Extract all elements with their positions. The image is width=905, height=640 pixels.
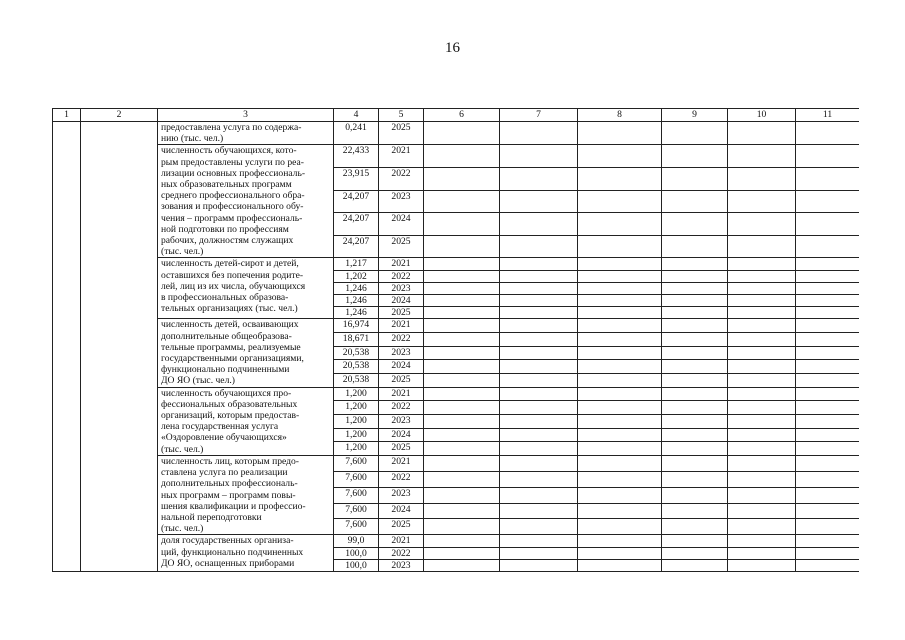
col-6-cell	[424, 360, 500, 374]
col-11-cell	[796, 122, 860, 145]
col-9-cell	[662, 307, 728, 319]
col-9-cell	[662, 333, 728, 347]
col-10-cell	[728, 319, 796, 333]
col-6-cell	[424, 168, 500, 191]
col-8-cell	[578, 387, 662, 401]
indicator-label: численность обучающихся про- фессиональных образовательных организаций, которым предостав- лена государственная услуга «Оздоровление обучающихся» (тыс. чел.)	[158, 387, 334, 455]
col-10-cell	[728, 428, 796, 442]
col-6-cell	[424, 559, 500, 571]
col-10-cell	[728, 145, 796, 168]
col-6-cell	[424, 503, 500, 519]
col-8-cell	[578, 547, 662, 559]
table-row	[53, 145, 860, 168]
table-row	[53, 122, 860, 145]
col-11-cell	[796, 455, 860, 471]
col-9-cell	[662, 282, 728, 294]
col-10-cell	[728, 503, 796, 519]
col-11-cell	[796, 333, 860, 347]
col-8-cell	[578, 535, 662, 547]
col-10-cell	[728, 346, 796, 360]
col-10-cell	[728, 282, 796, 294]
col-9-cell	[662, 213, 728, 236]
col-9-cell	[662, 442, 728, 456]
col-6-cell	[424, 235, 500, 258]
col-9-cell	[662, 455, 728, 471]
year-cell: 2024	[379, 360, 424, 374]
col-10-cell	[728, 360, 796, 374]
value-cell: 1,200	[334, 401, 379, 415]
col-10-cell	[728, 387, 796, 401]
col-6-cell	[424, 258, 500, 270]
value-cell: 7,600	[334, 455, 379, 471]
col-7-cell	[500, 547, 578, 559]
col-8-cell	[578, 471, 662, 487]
col-8-cell	[578, 307, 662, 319]
year-cell: 2025	[379, 519, 424, 535]
col-8-cell	[578, 346, 662, 360]
year-cell: 2023	[379, 190, 424, 213]
year-cell: 2023	[379, 282, 424, 294]
year-cell: 2023	[379, 487, 424, 503]
col-10-cell	[728, 213, 796, 236]
column-header-9: 9	[662, 109, 728, 122]
col-11-cell	[796, 487, 860, 503]
column-header-8: 8	[578, 109, 662, 122]
col-11-cell	[796, 213, 860, 236]
col-7-cell	[500, 258, 578, 270]
col-11-cell	[796, 295, 860, 307]
value-cell: 99,0	[334, 535, 379, 547]
col-8-cell	[578, 319, 662, 333]
col-7-cell	[500, 307, 578, 319]
col-10-cell	[728, 270, 796, 282]
col-7-cell	[500, 503, 578, 519]
col-8-cell	[578, 428, 662, 442]
col-11-cell	[796, 401, 860, 415]
column-header-4: 4	[334, 109, 379, 122]
column-header-10: 10	[728, 109, 796, 122]
col-11-cell	[796, 235, 860, 258]
value-cell: 7,600	[334, 519, 379, 535]
col-11-cell	[796, 374, 860, 388]
col-11-cell	[796, 282, 860, 294]
col-6-cell	[424, 122, 500, 145]
header-row	[53, 109, 860, 122]
col-11-cell	[796, 387, 860, 401]
col-11-cell	[796, 428, 860, 442]
year-cell: 2024	[379, 428, 424, 442]
value-cell: 0,241	[334, 122, 379, 145]
col-6-cell	[424, 547, 500, 559]
col-8-cell	[578, 401, 662, 415]
col-8-cell	[578, 258, 662, 270]
value-cell: 1,200	[334, 442, 379, 456]
col-7-cell	[500, 333, 578, 347]
col-6-cell	[424, 346, 500, 360]
year-cell: 2021	[379, 145, 424, 168]
col-11-cell	[796, 307, 860, 319]
col-10-cell	[728, 401, 796, 415]
col-10-cell	[728, 307, 796, 319]
year-cell: 2024	[379, 503, 424, 519]
col-10-cell	[728, 471, 796, 487]
value-cell: 24,207	[334, 213, 379, 236]
col-11-cell	[796, 519, 860, 535]
col-9-cell	[662, 387, 728, 401]
year-cell: 2023	[379, 414, 424, 428]
col-6-cell	[424, 213, 500, 236]
col-10-cell	[728, 122, 796, 145]
col-11-cell	[796, 535, 860, 547]
col-7-cell	[500, 168, 578, 191]
col-9-cell	[662, 168, 728, 191]
col-7-cell	[500, 414, 578, 428]
col-6-cell	[424, 145, 500, 168]
col-6-cell	[424, 282, 500, 294]
col-1-cell	[53, 122, 81, 572]
column-header-11: 11	[796, 109, 860, 122]
col-9-cell	[662, 401, 728, 415]
col-10-cell	[728, 190, 796, 213]
col-6-cell	[424, 487, 500, 503]
col-8-cell	[578, 168, 662, 191]
col-10-cell	[728, 455, 796, 471]
col-7-cell	[500, 455, 578, 471]
col-9-cell	[662, 319, 728, 333]
col-10-cell	[728, 235, 796, 258]
col-10-cell	[728, 559, 796, 571]
col-8-cell	[578, 333, 662, 347]
indicator-label: доля государственных организа- ций, функционально подчиненных ДО ЯО, оснащенных приборами	[158, 535, 334, 572]
value-cell: 23,915	[334, 168, 379, 191]
col-10-cell	[728, 295, 796, 307]
col-9-cell	[662, 270, 728, 282]
col-7-cell	[500, 190, 578, 213]
col-8-cell	[578, 122, 662, 145]
table-container	[52, 108, 859, 608]
indicator-label: численность детей-сирот и детей, оставшихся без попечения родите- лей, лиц из их числа, обучающихся в профессиональных образова- тельных организациях (тыс. чел.)	[158, 258, 334, 319]
column-header-7: 7	[500, 109, 578, 122]
col-11-cell	[796, 547, 860, 559]
col-9-cell	[662, 487, 728, 503]
col-9-cell	[662, 535, 728, 547]
col-11-cell	[796, 414, 860, 428]
value-cell: 24,207	[334, 235, 379, 258]
col-7-cell	[500, 145, 578, 168]
col-7-cell	[500, 282, 578, 294]
col-9-cell	[662, 547, 728, 559]
col-6-cell	[424, 374, 500, 388]
indicator-label: численность детей, осваивающих дополнительные общеобразова- тельные программы, реализуемые государственными организациями, функционально подчиненными ДО ЯО (тыс. чел.)	[158, 319, 334, 387]
col-9-cell	[662, 519, 728, 535]
col-10-cell	[728, 333, 796, 347]
value-cell: 1,200	[334, 428, 379, 442]
value-cell: 1,200	[334, 387, 379, 401]
col-9-cell	[662, 295, 728, 307]
col-8-cell	[578, 282, 662, 294]
col-6-cell	[424, 471, 500, 487]
table-row	[53, 387, 860, 401]
indicator-label: численность лиц, которым предо- ставлена услуга по реализации дополнительных профессиональ- ных программ – программ повы- шения квалификации и профессио- нальной переподготовки (тыс. чел.)	[158, 455, 334, 534]
col-11-cell	[796, 258, 860, 270]
col-6-cell	[424, 270, 500, 282]
col-9-cell	[662, 258, 728, 270]
year-cell: 2021	[379, 258, 424, 270]
year-cell: 2024	[379, 213, 424, 236]
year-cell: 2025	[379, 307, 424, 319]
col-7-cell	[500, 346, 578, 360]
year-cell: 2025	[379, 122, 424, 145]
col-11-cell	[796, 346, 860, 360]
year-cell: 2025	[379, 374, 424, 388]
value-cell: 100,0	[334, 559, 379, 571]
col-8-cell	[578, 374, 662, 388]
col-9-cell	[662, 471, 728, 487]
value-cell: 20,538	[334, 374, 379, 388]
value-cell: 100,0	[334, 547, 379, 559]
col-11-cell	[796, 190, 860, 213]
col-6-cell	[424, 307, 500, 319]
col-9-cell	[662, 503, 728, 519]
year-cell: 2025	[379, 235, 424, 258]
value-cell: 7,600	[334, 471, 379, 487]
col-10-cell	[728, 535, 796, 547]
year-cell: 2022	[379, 333, 424, 347]
col-7-cell	[500, 519, 578, 535]
col-7-cell	[500, 270, 578, 282]
col-6-cell	[424, 414, 500, 428]
value-cell: 7,600	[334, 487, 379, 503]
col-8-cell	[578, 442, 662, 456]
col-9-cell	[662, 414, 728, 428]
value-cell: 7,600	[334, 503, 379, 519]
value-cell: 1,217	[334, 258, 379, 270]
col-7-cell	[500, 374, 578, 388]
col-6-cell	[424, 401, 500, 415]
col-10-cell	[728, 168, 796, 191]
value-cell: 1,202	[334, 270, 379, 282]
col-9-cell	[662, 428, 728, 442]
value-cell: 1,200	[334, 414, 379, 428]
col-7-cell	[500, 122, 578, 145]
col-7-cell	[500, 559, 578, 571]
year-cell: 2025	[379, 442, 424, 456]
col-7-cell	[500, 442, 578, 456]
col-7-cell	[500, 319, 578, 333]
col-8-cell	[578, 360, 662, 374]
year-cell: 2021	[379, 387, 424, 401]
indicator-label: численность обучающихся, кото- рым предоставлены услуги по реа- лизации основных профессиональ- ных образовательных программ среднего профессионального обра- зования и профессионального обу- чения – программ профессиональ- ной подготовки по профессиям рабочих, должностям служащих (тыс. чел.)	[158, 145, 334, 258]
col-8-cell	[578, 235, 662, 258]
col-11-cell	[796, 270, 860, 282]
table-row	[53, 319, 860, 333]
col-6-cell	[424, 535, 500, 547]
col-7-cell	[500, 295, 578, 307]
value-cell: 18,671	[334, 333, 379, 347]
year-cell: 2023	[379, 559, 424, 571]
col-7-cell	[500, 401, 578, 415]
year-cell: 2022	[379, 401, 424, 415]
table-body	[53, 122, 860, 572]
page-number: 16	[445, 40, 460, 56]
col-7-cell	[500, 535, 578, 547]
col-11-cell	[796, 471, 860, 487]
col-7-cell	[500, 471, 578, 487]
indicators-table	[52, 108, 859, 572]
col-11-cell	[796, 559, 860, 571]
column-header-5: 5	[379, 109, 424, 122]
col-10-cell	[728, 374, 796, 388]
value-cell: 1,246	[334, 295, 379, 307]
col-11-cell	[796, 360, 860, 374]
year-cell: 2021	[379, 455, 424, 471]
column-header-3: 3	[158, 109, 334, 122]
col-8-cell	[578, 190, 662, 213]
col-9-cell	[662, 346, 728, 360]
col-6-cell	[424, 428, 500, 442]
year-cell: 2023	[379, 346, 424, 360]
year-cell: 2021	[379, 319, 424, 333]
col-6-cell	[424, 295, 500, 307]
year-cell: 2022	[379, 547, 424, 559]
column-header-6: 6	[424, 109, 500, 122]
col-9-cell	[662, 145, 728, 168]
col-6-cell	[424, 319, 500, 333]
value-cell: 22,433	[334, 145, 379, 168]
col-9-cell	[662, 190, 728, 213]
col-10-cell	[728, 414, 796, 428]
col-2-cell	[81, 122, 158, 572]
value-cell: 1,246	[334, 282, 379, 294]
year-cell: 2022	[379, 471, 424, 487]
col-8-cell	[578, 487, 662, 503]
col-7-cell	[500, 387, 578, 401]
col-8-cell	[578, 145, 662, 168]
col-11-cell	[796, 168, 860, 191]
col-9-cell	[662, 360, 728, 374]
col-6-cell	[424, 442, 500, 456]
col-11-cell	[796, 442, 860, 456]
col-10-cell	[728, 547, 796, 559]
value-cell: 1,246	[334, 307, 379, 319]
col-8-cell	[578, 270, 662, 282]
table-row	[53, 258, 860, 270]
col-8-cell	[578, 519, 662, 535]
col-6-cell	[424, 455, 500, 471]
col-9-cell	[662, 559, 728, 571]
year-cell: 2022	[379, 168, 424, 191]
value-cell: 16,974	[334, 319, 379, 333]
col-8-cell	[578, 295, 662, 307]
col-6-cell	[424, 387, 500, 401]
col-7-cell	[500, 213, 578, 236]
indicator-label: предоставлена услуга по содержа- нию (тыс. чел.)	[158, 122, 334, 145]
table-row	[53, 535, 860, 547]
col-8-cell	[578, 414, 662, 428]
col-8-cell	[578, 559, 662, 571]
col-6-cell	[424, 190, 500, 213]
col-6-cell	[424, 333, 500, 347]
col-8-cell	[578, 213, 662, 236]
col-10-cell	[728, 442, 796, 456]
column-header-1: 1	[53, 109, 81, 122]
col-10-cell	[728, 258, 796, 270]
year-cell: 2021	[379, 535, 424, 547]
column-header-2: 2	[81, 109, 158, 122]
value-cell: 20,538	[334, 346, 379, 360]
col-8-cell	[578, 503, 662, 519]
col-9-cell	[662, 374, 728, 388]
col-8-cell	[578, 455, 662, 471]
value-cell: 24,207	[334, 190, 379, 213]
col-10-cell	[728, 519, 796, 535]
value-cell: 20,538	[334, 360, 379, 374]
col-6-cell	[424, 519, 500, 535]
col-7-cell	[500, 487, 578, 503]
table-row	[53, 455, 860, 471]
col-7-cell	[500, 360, 578, 374]
col-9-cell	[662, 235, 728, 258]
col-11-cell	[796, 145, 860, 168]
col-11-cell	[796, 503, 860, 519]
col-9-cell	[662, 122, 728, 145]
col-7-cell	[500, 235, 578, 258]
year-cell: 2022	[379, 270, 424, 282]
year-cell: 2024	[379, 295, 424, 307]
col-11-cell	[796, 319, 860, 333]
col-7-cell	[500, 428, 578, 442]
col-10-cell	[728, 487, 796, 503]
